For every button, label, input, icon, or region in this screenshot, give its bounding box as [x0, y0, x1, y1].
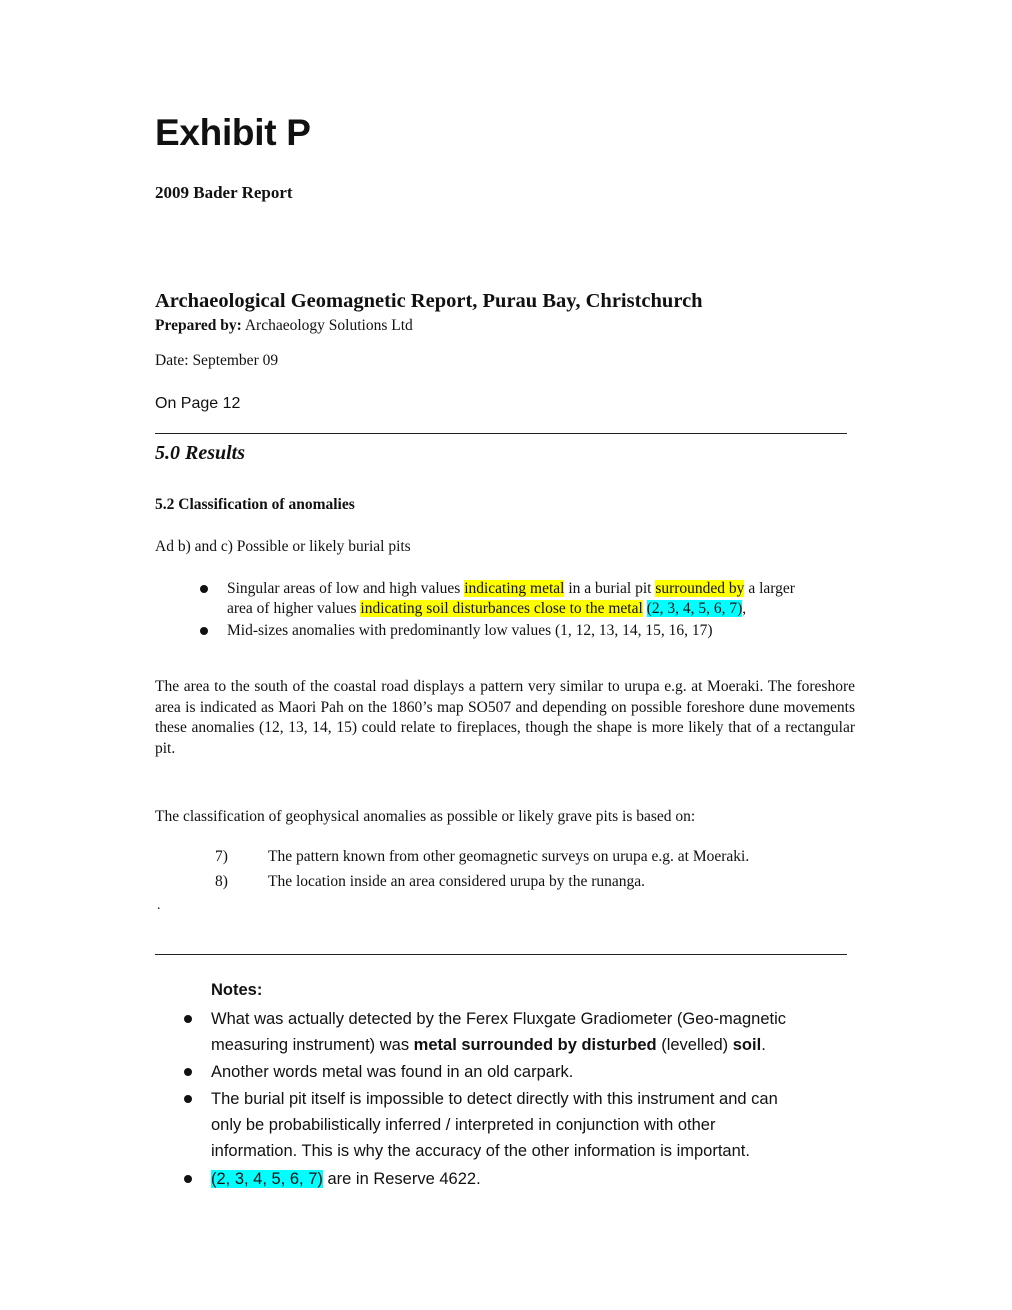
bullet-item-line: [227, 599, 746, 619]
bullet-dot: [184, 1068, 192, 1076]
bullet-dot: [200, 627, 208, 635]
highlight-cyan: (2, 3, 4, 5, 6, 7): [646, 600, 743, 617]
bullet-dot: [200, 585, 208, 593]
text-run: area of higher values: [227, 600, 361, 617]
highlight-yellow: indicating metal: [464, 580, 565, 597]
text-run: a larger: [744, 580, 795, 597]
bullet-item-line: Mid-sizes anomalies with predominantly low values (1, 12, 13, 14, 15, 16, 17): [227, 622, 713, 639]
note-line: information. This is why the accuracy of the other information is important.: [211, 1142, 750, 1160]
bullet-item-line: [227, 579, 795, 599]
note-line: The burial pit itself is impossible to detect directly with this instrument and can: [211, 1090, 778, 1108]
list-item-text: The location inside an area considered urupa by the runanga.: [268, 873, 646, 890]
text-run: measuring instrument) was: [211, 1036, 414, 1054]
note-line: What was actually detected by the Ferex Fluxgate Gradiometer (Geo-magnetic: [211, 1010, 787, 1028]
bullet-dot: [184, 1175, 192, 1183]
divider-bottom: [155, 954, 847, 955]
text-run: are in Reserve 4622.: [322, 1170, 481, 1188]
notes-title: Notes:: [211, 981, 263, 999]
note-line: only be probabilistically inferred / interpreted in conjunction with other: [211, 1116, 716, 1134]
report-title: Archaeological Geomagnetic Report, Purau Bay, Christchurch: [155, 290, 703, 312]
bold-run: metal surrounded by disturbed: [413, 1036, 657, 1054]
note-line: [211, 1032, 766, 1058]
prepared-value: Archaeology Solutions Ltd: [241, 317, 413, 334]
text-run: Singular areas of low and high values: [227, 580, 465, 597]
list-number: 7): [215, 848, 228, 865]
text-run: ,: [742, 600, 747, 617]
note-line: Another words metal was found in an old carpark.: [211, 1063, 574, 1081]
highlight-cyan: (2, 3, 4, 5, 6, 7): [211, 1170, 323, 1188]
highlight-yellow: indicating soil disturbances close to the metal: [360, 600, 643, 617]
note-line: [211, 1166, 481, 1192]
bold-run: soil: [732, 1036, 762, 1054]
text-run: in a burial pit: [564, 580, 656, 597]
intro-line: Ad b) and c) Possible or likely burial pits: [155, 538, 411, 555]
report-date: Date: September 09: [155, 352, 279, 369]
prepared-label: Prepared by:: [155, 317, 242, 334]
text-run: (levelled): [656, 1036, 733, 1054]
bullet-dot: [184, 1015, 192, 1023]
prepared-by: [155, 317, 413, 335]
report-subtitle: 2009 Bader Report: [155, 183, 293, 202]
page-reference: On Page 12: [155, 395, 241, 412]
highlight-yellow: surrounded by: [655, 580, 745, 597]
bullet-dot: [184, 1095, 192, 1103]
subsection-heading: 5.2 Classification of anomalies: [155, 496, 355, 513]
list-number: 8): [215, 873, 228, 890]
divider-top: [155, 433, 847, 434]
results-paragraph: The area to the south of the coastal road displays a pattern very similar to urupa e.g. at Moeraki. The foreshore area is indicated as Maori Pah on the 1860’s map SO507 and depending on possible foreshore dune movements these anomalies (12, 13, 14, 15) could relate to fireplaces, though the shape is more likely that of a rectangular pit.: [155, 678, 855, 757]
stray-mark: .: [157, 898, 161, 913]
list-item-text: The pattern known from other geomagnetic surveys on urupa e.g. at Moeraki.: [268, 848, 750, 865]
exhibit-title: Exhibit P: [155, 112, 311, 153]
text-run: .: [761, 1036, 766, 1054]
section-heading: 5.0 Results: [155, 442, 246, 464]
classification-paragraph: The classification of geophysical anomalies as possible or likely grave pits is based on:: [155, 808, 696, 825]
